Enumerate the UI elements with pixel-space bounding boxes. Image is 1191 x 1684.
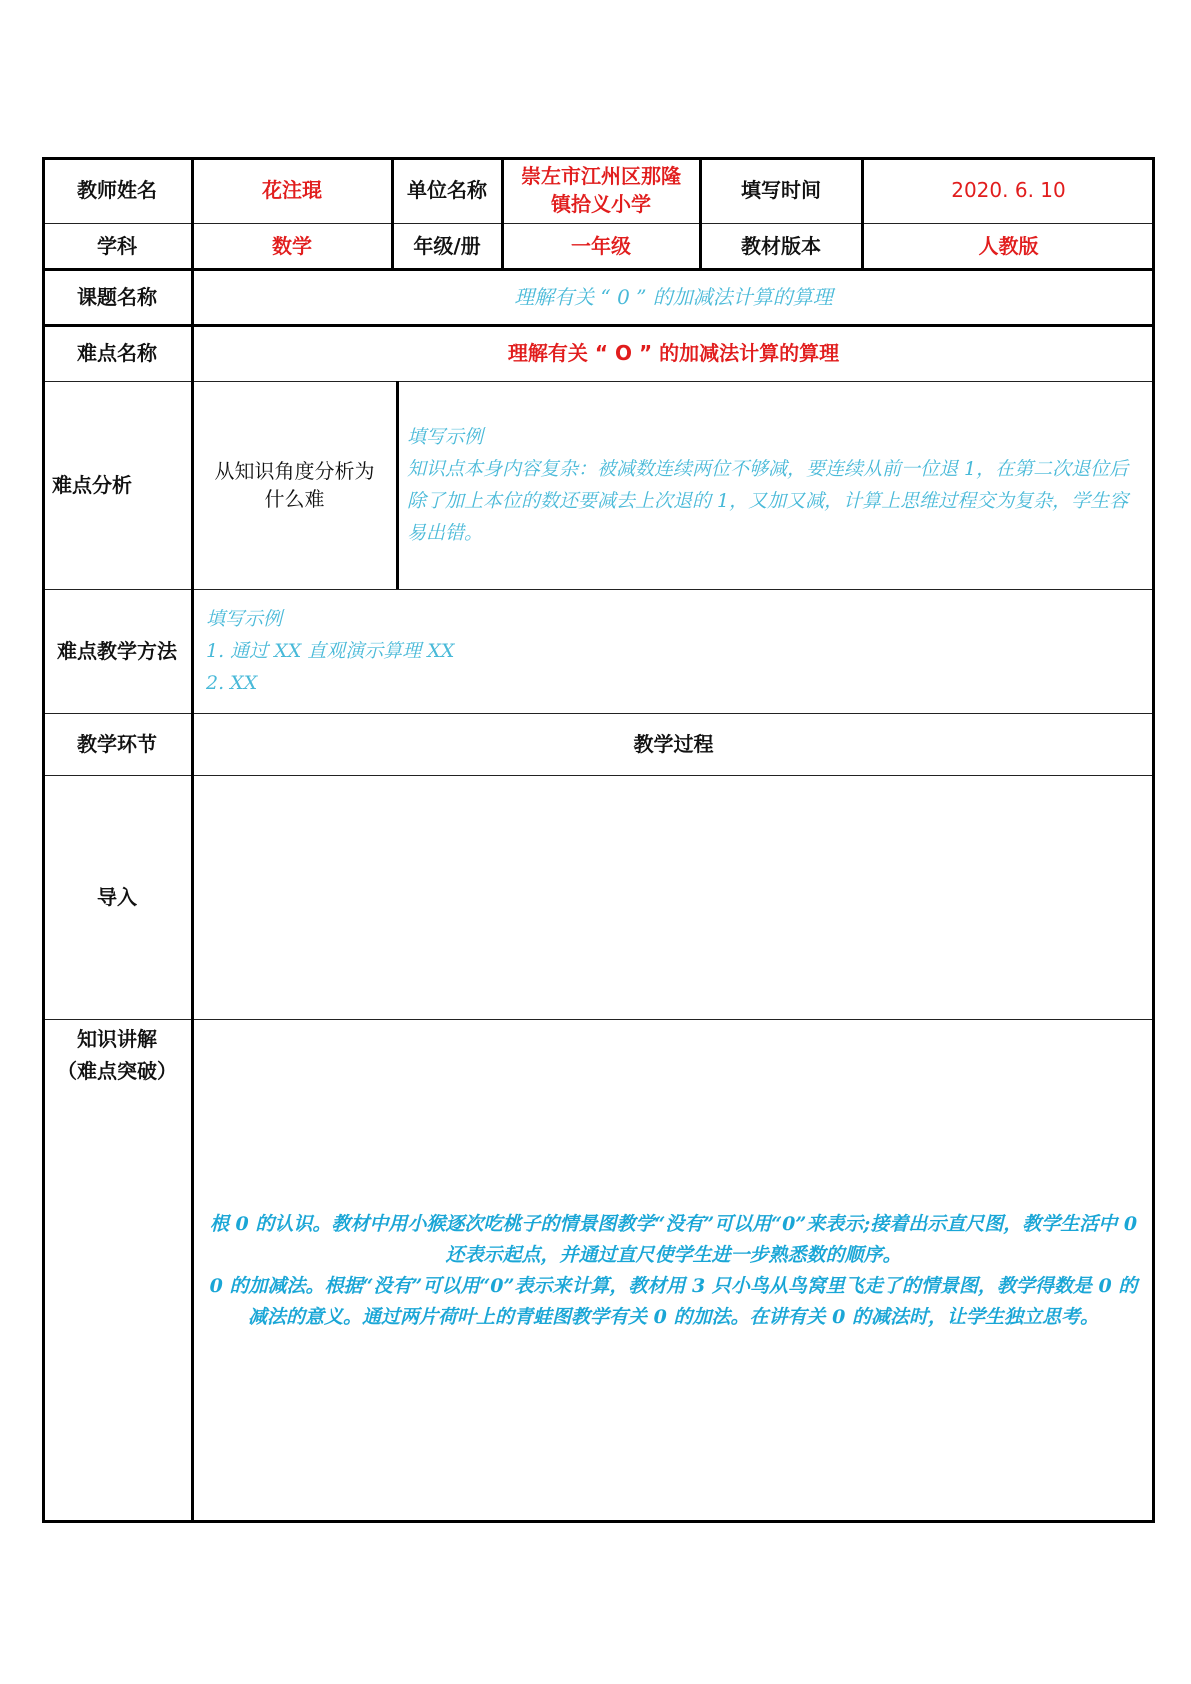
analysis-sub-label: 从知识角度分析为什么难 [214, 459, 375, 511]
edition-value: 人教版 [978, 234, 1039, 258]
analysis-example [397, 381, 1155, 589]
unit-name-line1: 崇左市江州区那隆 [521, 164, 681, 188]
knowledge-paragraph-1: 根 0 的认识。教材中用小猴逐次吃桃子的情景图教学“没有”可以用“0”来表示;接着出示直尺图，教学生活中 0 还表示起点，并通过直尺使学生进一步熟悉数的顺序。 [209, 1213, 1138, 1266]
rule-row1 [42, 223, 1155, 224]
analysis-example-text: 知识点本身内容复杂：被减数连续两位不够减，要连续从前一位退 1，在第二次退位后除了加上本位的数还要减去上次退的 1，又加又减，计算上思维过程交为复杂，学生容易出错。 [407, 458, 1129, 544]
subject-value: 数学 [272, 234, 312, 258]
grade-value: 一年级 [571, 234, 631, 258]
rule-analysis-split [396, 381, 399, 589]
grade-label: 年级/册 [413, 234, 481, 258]
analysis-label: 难点分析 [52, 473, 132, 497]
difficulty-label: 难点名称 [77, 341, 157, 365]
method-label: 难点教学方法 [57, 639, 177, 663]
teaching-process-header: 教学过程 [633, 732, 714, 756]
rule-left [42, 157, 45, 1523]
intro-content [192, 775, 1155, 1019]
knowledge-content [192, 1019, 1155, 1523]
topic-label: 课题名称 [77, 285, 157, 309]
teacher-name-label: 教师姓名 [77, 178, 157, 202]
rule-bottom [42, 1520, 1155, 1523]
rule-top [42, 157, 1155, 160]
unit-name-label: 单位名称 [407, 178, 487, 202]
teacher-name-value: 花注琨 [262, 178, 322, 202]
knowledge-label-line1: 知识讲解 [77, 1027, 157, 1051]
rule-row5 [42, 589, 1155, 590]
fill-date-label: 填写时间 [741, 178, 821, 202]
rule-row6 [42, 713, 1155, 714]
topic-value: 理解有关 “ 0 ” 的加减法计算的算理 [514, 285, 833, 309]
difficulty-value: 理解有关 “ O ” 的加减法计算的算理 [507, 341, 840, 365]
teaching-step-label: 教学环节 [77, 732, 157, 756]
method-example [192, 589, 1155, 713]
rule-col3 [501, 157, 504, 269]
method-example-title: 填写示例 [206, 608, 283, 630]
rule-row3 [42, 324, 1155, 327]
rule-row7 [42, 775, 1155, 776]
knowledge-label-line2: （难点突破） [57, 1059, 177, 1083]
fill-date-value: 2020. 6. 10 [951, 178, 1066, 202]
knowledge-paragraph-2: 0 的加减法。根据“没有”可以用“0”表示来计算，教材用 3 只小鸟从鸟窝里飞走了的情景图，教学得数是 0 的减法的意义。通过两片荷叶上的青蛙图教学有关 0 的加法。在讲有关 0 的减法时，让学生独立思考。 [209, 1275, 1138, 1328]
rule-col1 [191, 157, 194, 1523]
method-item-2: 2. XX [206, 672, 258, 694]
rule-col5 [861, 157, 864, 269]
rule-col4 [699, 157, 702, 269]
edition-label: 教材版本 [741, 234, 821, 258]
rule-right [1152, 157, 1155, 1523]
analysis-example-title: 填写示例 [407, 426, 484, 448]
rule-row4 [42, 381, 1155, 382]
rule-row8 [42, 1019, 1155, 1020]
intro-label: 导入 [97, 885, 137, 909]
rule-col2 [391, 157, 394, 269]
knowledge-label [42, 1019, 192, 1523]
lesson-plan-table [42, 157, 1155, 1523]
unit-name-value [502, 157, 700, 223]
subject-label: 学科 [97, 234, 137, 258]
rule-row2 [42, 268, 1155, 271]
method-item-1: 1. 通过 XX 直观演示算理 XX [206, 640, 455, 662]
unit-name-line2: 镇拾义小学 [551, 192, 651, 216]
